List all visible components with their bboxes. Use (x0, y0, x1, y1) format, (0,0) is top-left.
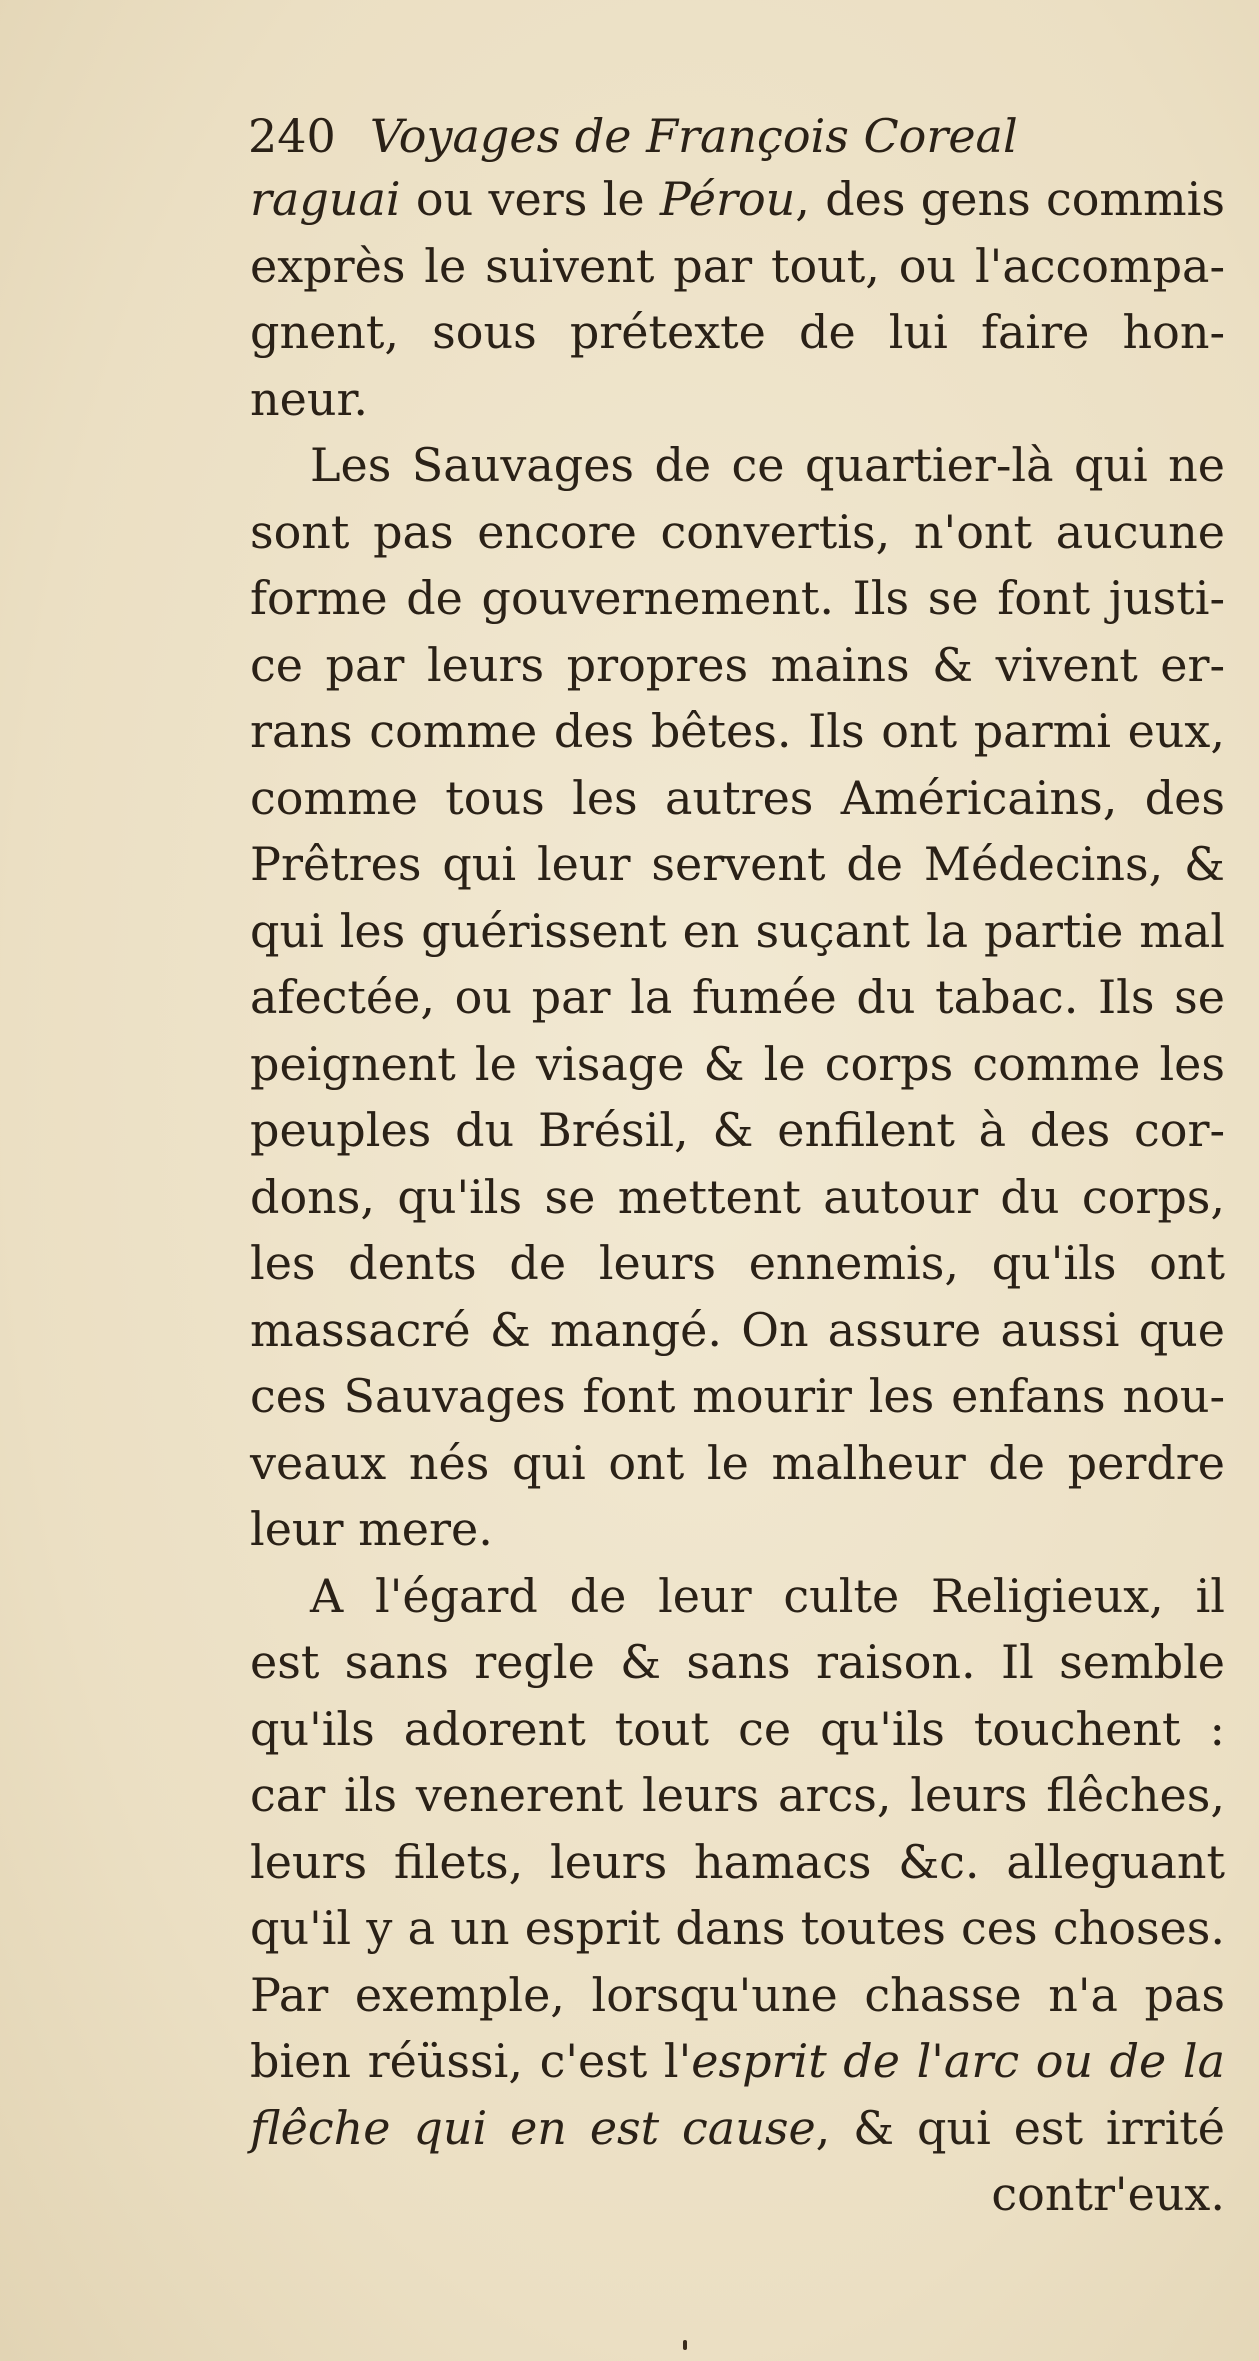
italic-text: esprit de l'arc ou de la (691, 2034, 1225, 2088)
text-run: est sans regle & sans raison. Il semble (250, 1635, 1225, 1689)
text-run: sont pas encore convertis, n'ont aucune (250, 504, 1225, 559)
text-line (250, 1496, 1225, 1563)
text-run: veaux nés qui ont le malheur de perdre (250, 1435, 1225, 1490)
text-line (250, 299, 1225, 366)
text-line (250, 1563, 1225, 1630)
text-run: car ils venerent leurs arcs, leurs flêches, (250, 1768, 1225, 1822)
text-line (250, 166, 1225, 233)
text-run: , des gens commis (795, 172, 1225, 226)
text-run: Par exemple, lorsqu'une chasse n'a pas (250, 1967, 1225, 2022)
text-run: ces Sauvages font mourir les enfans nou- (250, 1369, 1225, 1423)
text-run: contr'eux. (991, 2167, 1225, 2221)
text-run: massacré & mangé. On assure aussi que (250, 1302, 1225, 1357)
italic-text: Pérou (659, 172, 796, 226)
text-line (250, 1629, 1225, 1696)
text-line (250, 1164, 1225, 1231)
text-run: qui les guérissent en suçant la partie mal (250, 903, 1225, 958)
text-line (250, 1829, 1225, 1896)
text-line (250, 432, 1225, 499)
text-run: les dents de leurs ennemis, qu'ils ont (250, 1236, 1225, 1290)
text-line (250, 1962, 1225, 2029)
text-line (250, 765, 1225, 832)
text-line (250, 366, 1225, 433)
text-run: peuples du Brésil, & enfilent à des cor- (250, 1103, 1225, 1157)
text-run: qu'ils adorent tout ce qu'ils touchent : (250, 1701, 1225, 1756)
text-line (250, 1297, 1225, 1364)
text-line (250, 233, 1225, 300)
text-run: dons, qu'ils se mettent autour du corps, (250, 1169, 1225, 1224)
text-line (250, 1031, 1225, 1098)
text-line (250, 1762, 1225, 1829)
text-run: gnent, sous prétexte de lui faire hon- (250, 305, 1225, 359)
text-run: rans comme des bêtes. Ils ont parmi eux, (250, 704, 1225, 758)
text-run: exprès le suivent par tout, ou l'accompa- (250, 238, 1225, 293)
text-line (250, 499, 1225, 566)
text-run: afectée, ou par la fumée du tabac. Ils se (250, 970, 1225, 1024)
text-line (250, 898, 1225, 965)
text-line (250, 1363, 1225, 1430)
page-header (248, 108, 1148, 164)
text-run: leurs filets, leurs hamacs &c. alleguant (250, 1834, 1225, 1889)
italic-text: flêche qui en est cause (250, 2100, 816, 2155)
text-line (250, 2095, 1225, 2162)
text-run: qu'il y a un esprit dans toutes ces choses. (250, 1901, 1225, 1955)
text-run: , & qui est irrité (815, 2100, 1226, 2155)
text-run: leur mere. (250, 1502, 493, 1556)
text-line (250, 964, 1225, 1031)
text-line (250, 1097, 1225, 1164)
text-line (250, 1696, 1225, 1763)
text-line (250, 698, 1225, 765)
text-run: forme de gouvernement. Ils se font justi- (250, 571, 1225, 625)
text-run: ce par leurs propres mains & vivent er- (250, 637, 1225, 692)
text-line (250, 831, 1225, 898)
text-run: ou vers le (400, 172, 660, 226)
ink-speck (683, 2340, 687, 2350)
text-run: Prêtres qui leur servent de Médecins, & (250, 837, 1225, 891)
text-line (250, 1895, 1225, 1962)
text-run: bien réüssi, c'est l' (250, 2034, 692, 2088)
text-line (250, 2028, 1225, 2095)
italic-text: raguai (250, 172, 401, 226)
text-line (250, 1230, 1225, 1297)
text-run: comme tous les autres Américains, des (250, 770, 1225, 825)
page-number: 240 (248, 109, 336, 163)
running-title: Voyages de François Coreal (369, 109, 1018, 163)
text-run: A l'égard de leur culte Religieux, il (310, 1568, 1225, 1623)
text-run: peignent le visage & le corps comme les (250, 1036, 1225, 1091)
text-line (250, 565, 1225, 632)
text-run: Les Sauvages de ce quartier-là qui ne (310, 438, 1225, 492)
text-line (250, 632, 1225, 699)
text-line (250, 1430, 1225, 1497)
text-line (250, 2161, 1225, 2228)
body-text (250, 166, 1225, 2228)
text-run: neur. (250, 371, 369, 426)
